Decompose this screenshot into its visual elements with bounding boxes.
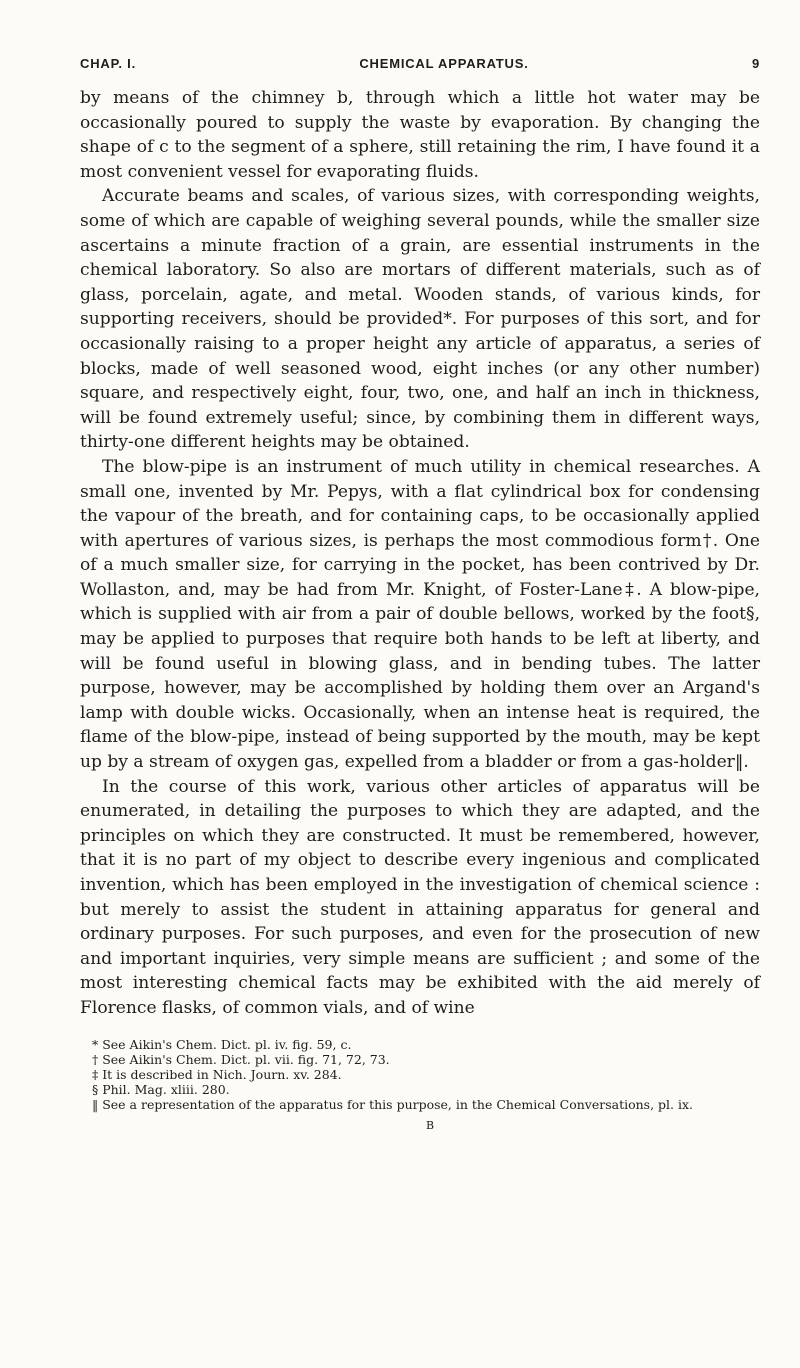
footnote: * See Aikin's Chem. Dict. pl. iv. fig. 59, c. bbox=[92, 1036, 352, 1052]
book-page bbox=[80, 56, 760, 1132]
page-number: 9 bbox=[751, 56, 760, 71]
footnote: ‡ It is described in Nich. Journ. xv. 284. bbox=[92, 1066, 342, 1082]
running-title: CHEMICAL APPARATUS. bbox=[359, 56, 529, 71]
paragraph: Accurate beams and scales, of various sizes, with corresponding weights, some of which are capable of weighing several pounds, while the smaller size ascertains a minute fraction of a grain, are essential instruments in the chemical laboratory. So also are mortars of different materials, such as of glass, porcelain, agate, and metal. Wooden stands, of various kinds, for supporting receivers, should be provided*. For purposes of this sort, and for occasionally raising to a proper height any article of apparatus, a series of blocks, made of well seasoned wood, eight inches (or any other number) square, and respectively eight, four, two, one, and half an inch in thickness, will be found extremely useful; since, by combining them in different ways, thirty-one different heights may be obtained. bbox=[80, 186, 760, 453]
paragraph: In the course of this work, various other articles of apparatus will be enumerated, in detailing the purposes to which they are adapted, and the principles on which they are constructed. It must be remembered, however, that it is no part of my object to describe every ingenious and complicated invention, which has been employed in the investigation of chemical science : but merely to assist the student in attaining apparatus for general and ordinary purposes. For such purposes, and even for the prosecution of new and important inquiries, very simple means are sufficient ; and some of the most interesting chemical facts may be exhibited with the aid merely of Florence flasks, of common vials, and of wine bbox=[80, 776, 760, 1018]
footnote: † See Aikin's Chem. Dict. pl. vii. fig. 71, 72, 73. bbox=[92, 1051, 390, 1067]
paragraph: by means of the chimney b, through which a little hot water may be occasionally poured to supply the waste by evaporation. By changing the shape of c to the segment of a sphere, still retaining the rim, I have found it a most convenient vessel for evaporating fluids. bbox=[80, 88, 760, 182]
footnote: ‖ See a representation of the apparatus for this purpose, in the Chemical Conversations, pl. ix. bbox=[92, 1097, 694, 1113]
footnote: § Phil. Mag. xliii. 280. bbox=[92, 1082, 230, 1098]
signature-mark: B bbox=[425, 1118, 435, 1132]
body-text bbox=[80, 86, 760, 1021]
paragraph: The blow-pipe is an instrument of much utility in chemical researches. A small one, invented by Mr. Pepys, with a flat cylindrical box for condensing the vapour of the breath, and for containing caps, to be occasionally applied with apertures of various sizes, is perhaps the most commodious form†. One of a much smaller size, for carrying in the pocket, has been contrived by Dr. Wollaston, and, may be had from Mr. Knight, of Foster-Lane‡. A blow-pipe, which is supplied with air from a pair of double bellows, worked by the foot§, may be applied to purposes that require both hands to be left at liberty, and will be found useful in blowing glass, and in bending tubes. The latter purpose, however, may be accomplished by holding them over an Argand's lamp with double wicks. Occasionally, when an intense heat is required, the flame of the blow-pipe, instead of being supported by the mouth, may be kept up by a stream of oxygen gas, expelled from a bladder or from a gas-holder‖. bbox=[80, 456, 760, 773]
footnotes bbox=[80, 1037, 760, 1113]
chapter-label: CHAP. I. bbox=[80, 56, 137, 71]
running-head bbox=[80, 56, 760, 78]
